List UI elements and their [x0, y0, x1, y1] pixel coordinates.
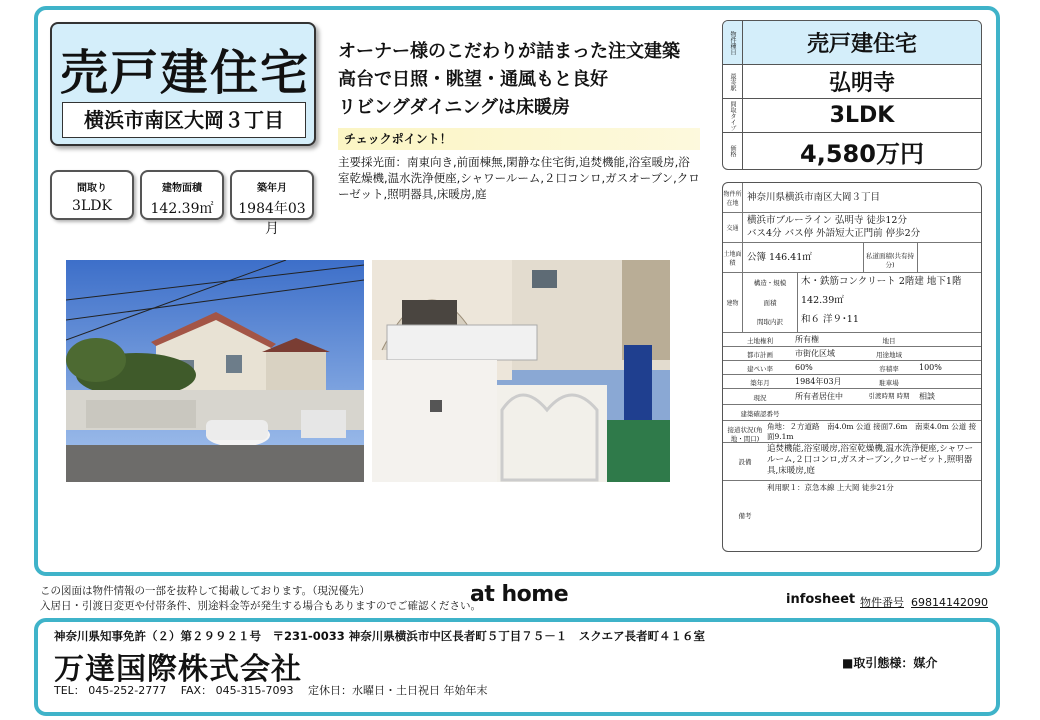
page-title: 売戸建住宅 [60, 45, 311, 101]
area-value: 142.39㎡ [801, 295, 844, 306]
summary-label: 価格 [723, 133, 743, 169]
house-photo-exterior [66, 260, 364, 482]
handover-value: 相談 [919, 392, 935, 401]
divider [797, 273, 798, 333]
summary-label: 物件種目 [723, 21, 743, 64]
right-value: 所有権 [795, 335, 819, 344]
title-address: 横浜市南区大岡３丁目 [62, 102, 306, 138]
structure-value: 木・鉄筋コンクリート 2階建 地下1階 [801, 276, 962, 287]
land-value: 公簿 146.41㎡ [747, 252, 812, 263]
summary-row-station [723, 65, 981, 99]
row-equip [723, 443, 981, 481]
summary-value: 弘明寺 [828, 71, 895, 96]
divider [917, 243, 918, 273]
footer-note-1: この図面は物件情報の一部を抜粋して掲載しております。（現況優先） [40, 585, 370, 597]
transport-value-2: バス4分 バス停 外語短大正門前 停歩2分 [747, 228, 921, 239]
infosheet-label: infosheet [786, 592, 856, 607]
property-number-label: 物件番号 [860, 596, 904, 609]
status-label: 現況 [753, 394, 767, 402]
note-value: 利用駅１：京急本線 上大岡 徒歩21分 [767, 483, 894, 492]
city-label: 都市計画 [747, 351, 773, 359]
row-label: 交通 [723, 213, 743, 242]
road-value: 角地：２方道路 南4.0m 公道 接面7.6m 南東4.0m 公道 接面9.1m [767, 422, 977, 441]
price-value: 4,580万円 [800, 139, 924, 168]
far-value: 100% [919, 363, 942, 372]
company-box [34, 618, 1000, 716]
handover-label: 引渡時期 時期 [868, 392, 910, 400]
rooms-value: 和６ 洋９･11 [801, 314, 859, 325]
summary-row-layout [723, 99, 981, 133]
structure-label: 構造・規模 [753, 279, 787, 287]
company-contact: TEL： 045-252-2777 FAX： 045-315-7093 定休日：水曜日・土日祝日 年始年末 [54, 684, 488, 697]
row-right [723, 333, 981, 347]
headline-3: リビングダイニングは床暖房 [338, 97, 570, 118]
stat-value: 3LDK [72, 198, 112, 214]
summary-value: 3LDK [829, 103, 895, 128]
row-note [723, 481, 981, 551]
confirm-label: 建築確認番号 [740, 410, 780, 418]
summary-label: 最寄駅 [723, 65, 743, 98]
stat-label: 築年月 [257, 183, 287, 194]
summary-row-type [723, 21, 981, 65]
row-label: 物件所在地 [723, 183, 743, 212]
chimoku-label: 地目 [882, 337, 896, 345]
row-land [723, 243, 981, 273]
row-status [723, 389, 981, 405]
row-confirm [723, 405, 981, 421]
road-label: 接道状況(角地・間口) [727, 426, 763, 443]
summary-row-price [723, 133, 981, 169]
built-value: 1984年03月 [795, 377, 842, 386]
summary-value: 売戸建住宅 [806, 32, 917, 57]
row-built [723, 375, 981, 389]
stat-label: 建物面積 [162, 183, 202, 194]
stat-building-area [140, 170, 224, 220]
headline-2: 高台で日照・眺望・通風もと良好 [338, 69, 608, 90]
built-label: 築年月 [750, 379, 770, 387]
right-label: 土地権利 [747, 337, 773, 345]
area-label: 面積 [763, 299, 777, 307]
checkpoint-label: チェックポイント！ [338, 128, 700, 150]
detail-table [722, 182, 982, 552]
parking-label: 駐車場 [879, 379, 899, 387]
title-box [50, 22, 316, 146]
youto-label: 用途地域 [876, 351, 902, 359]
row-building [723, 273, 981, 333]
row-city [723, 347, 981, 361]
location-value: 神奈川県横浜市南区大岡３丁目 [747, 192, 881, 203]
row-transport [723, 213, 981, 243]
features-text: 主要採光面：南東向き,前面棟無,閑静な住宅街,追焚機能,浴室暖房,浴室乾燥機,温水洗浄便座,シャワールーム,２口コンロ,ガスオーブン,クローゼット,照明器具,床暖房,庭 [338, 155, 700, 201]
headlines [338, 38, 680, 122]
row-label: 建物 [723, 273, 743, 332]
footer-note-2: 入居日・引渡日変更や付帯条件、別途料金等が発生する場合もありますのでご確認ください。 [40, 600, 481, 612]
row-location [723, 183, 981, 213]
row-label: 土地面積 [723, 243, 743, 272]
stat-value: 1984年03月 [238, 201, 306, 237]
property-number-value: 69814142090 [911, 596, 988, 609]
footer-notes [40, 584, 481, 614]
stat-label: 間取り [77, 183, 107, 194]
equip-label: 設備 [738, 458, 752, 466]
bcr-label: 建ぺい率 [747, 365, 773, 373]
property-number [860, 594, 988, 610]
summary-label: 間取タイプ [723, 99, 743, 132]
athome-logo: at home [470, 582, 569, 607]
company-name: 万達国際株式会社 [54, 652, 302, 687]
rooms-label: 間取内訳 [757, 318, 783, 326]
note-label: 備考 [738, 512, 752, 520]
divider [863, 243, 864, 273]
stat-built-date [230, 170, 314, 237]
equip-value: 追焚機能,浴室暖房,浴室乾燥機,温水洗浄便座,シャワールーム,２口コンロ,ガスオーブン,クローゼット,照明器具,床暖房,庭 [767, 444, 974, 476]
city-value: 市街化区域 [795, 349, 835, 358]
headline-1: オーナー様のこだわりが詰まった注文建築 [338, 41, 680, 62]
far-label: 容積率 [879, 365, 899, 373]
stat-layout [50, 170, 134, 220]
summary-table [722, 20, 982, 170]
row-bcr [723, 361, 981, 375]
bcr-value: 60% [795, 363, 813, 372]
private-road-label: 私道面積(共有持分) [865, 252, 915, 269]
house-photo-gate [372, 260, 670, 482]
stat-value: 142.39㎡ [150, 201, 214, 217]
transport-value-1: 横浜市ブルーライン 弘明寺 徒歩12分 [747, 215, 907, 226]
row-road [723, 421, 981, 443]
status-value: 所有者居住中 [795, 392, 843, 401]
transaction-type: ■取引態様：媒介 [842, 656, 938, 670]
company-license: 神奈川県知事免許（２）第２９９２１号 〒231-0033 神奈川県横浜市中区長者町５丁目７５－１ スクエア長者町４１６室 [54, 629, 706, 643]
